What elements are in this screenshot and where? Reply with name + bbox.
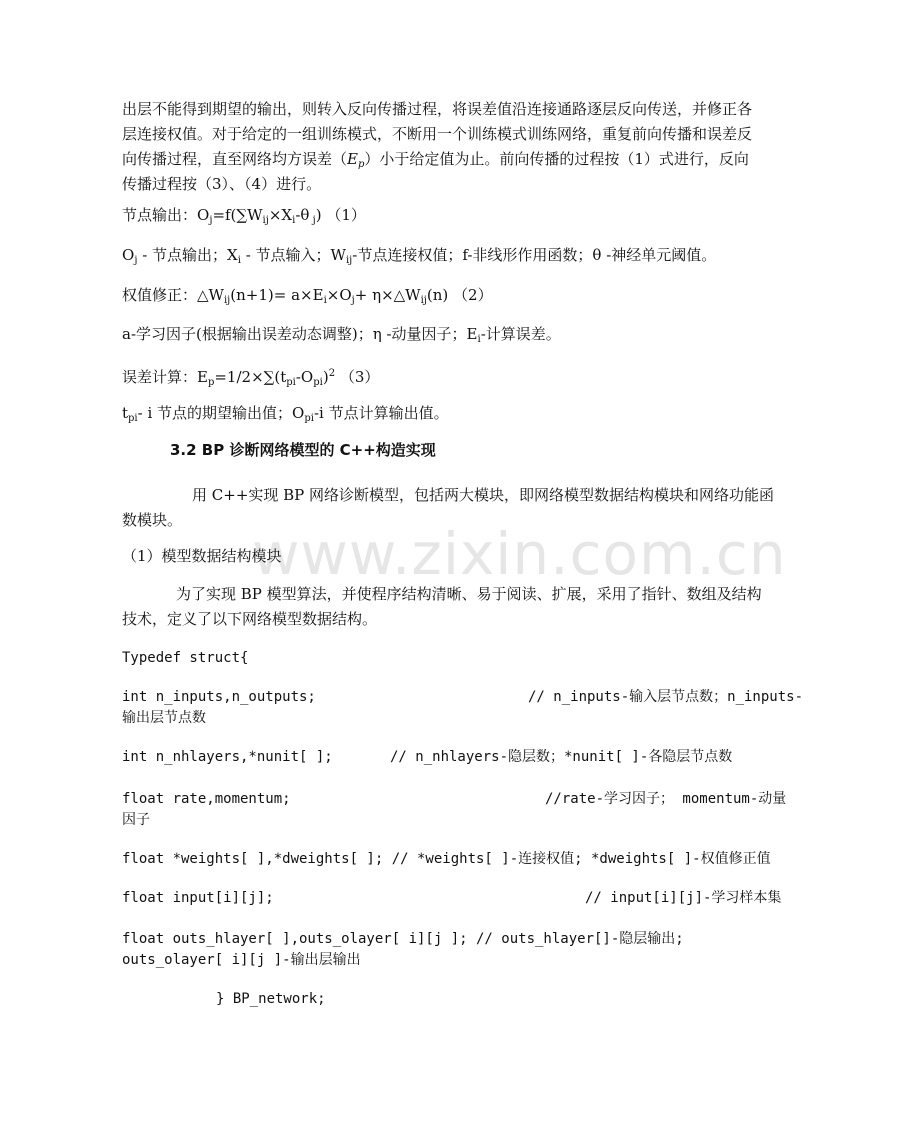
formula-sub: pi [313,377,323,388]
paragraph-text: ）小于给定值为止。前向传播的过程按（1）式进行，反向 [364,150,749,168]
formula-part: ×X [268,206,293,224]
formula-sub: ij [345,255,353,266]
formula-node-output [122,203,366,233]
formula-error-calc: 误差计算：$E_p=1/2\times\sum(t_{pi}-O_{pi})^2$ （3） [122,368,380,388]
paragraph-line: 技术，定义了以下网络模型数据结构。 [122,610,378,628]
formula-sub: pi [128,413,138,424]
formula-part: O [197,206,210,224]
code-comment: 输出层节点数 [122,710,206,726]
code-line: float outs_hlayer[ ],outs_olayer[ i][j ]; // outs_hlayer[]-隐层输出; [122,931,684,947]
code-comment: // input[i][j]-学习样本集 [585,890,782,906]
code-line: int n_inputs,n_outputs; [122,689,316,705]
formula-sub: j [309,215,316,226]
ep-subscript: p [357,159,365,170]
formula-sub: ij [223,295,231,306]
formula-sub: j [351,295,355,306]
code-comment: // n_inputs-输入层节点数；n_inputs- [528,689,804,705]
formula-sub: pi [286,377,296,388]
paragraph-text: 向传播过程，直至网络均方误差（ [122,150,348,168]
code-line: } BP_network; [216,991,326,1007]
code-comment: //rate-学习因子； momentum-动量 [545,791,787,807]
formula-weight-update-desc: a-学习因子(根据输出误差动态调整)；η -动量因子；$E_i-$计算误差。 [122,325,561,345]
formula-sub: p [207,377,215,388]
formula-sub: i [292,215,296,226]
formula-sub: ij [262,215,269,226]
paragraph-line: 为了实现 BP 模型算法，并使程序结构清晰、易于阅读、扩展，采用了指针、数组及结构 [176,585,762,603]
formula-part: ) （1） [315,206,366,224]
formula-sub: i [323,295,327,306]
subheading: （1）模型数据结构模块 [122,547,282,565]
paragraph-line: 数模块。 [122,511,183,529]
formula-part: =f(∑W [212,206,263,224]
formula-sub: j [209,215,213,226]
section-title: 3.2 BP 诊断网络模型的 C++构造实现 [170,441,436,459]
code-comment: // n_nhlayers-隐层数；*nunit[ ]-各隐层节点数 [390,749,733,765]
ep-symbol: $E_p$ [347,150,365,170]
formula-part: -θ [295,206,310,224]
formula-sub: j [134,255,138,266]
watermark-text: www.zixin.com.cn [252,520,787,588]
code-comment: outs_olayer[ i][j ]-输出层输出 [122,952,361,968]
formula-node-output-desc: $O_j$ - 节点输出；$X_i$ - 节点输入；$W_{ij}-$节点连接权值；f-非线形作用函数；θ -神经单元阈值。 [122,246,717,266]
code-line: int n_nhlayers,*nunit[ ]; [122,749,333,765]
paragraph-line: 传播过程按（3）、（4）进行。 [122,175,322,193]
paragraph-line: 层连接权值。对于给定的一组训练模式，不断用一个训练模式训练网络，重复前向传播和误差反 [122,125,753,143]
formula-weight-update: 权值修正：$\triangle W_{ij}(n+1)= a\times E_i\times O_j+$ $\eta\times\triangle W_{ij}(n)$ （2） [122,286,493,306]
formula-label: 节点输出： [122,206,198,224]
paragraph-line: 用 C++实现 BP 网络诊断模型，包括两大模块，即网络模型数据结构模块和网络功能函 [192,486,775,504]
code-line: float *weights[ ],*dweights[ ]; // *weights[ ]-连接权值; *dweights[ ]-权值修正值 [122,851,771,867]
formula-sub: i [237,255,241,266]
formula-sub: i [477,334,481,345]
paragraph-line: 出层不能得到期望的输出，则转入反向传播过程，将误差值沿连接通路逐层反向传送，并修正各 [122,100,753,118]
formula-error-calc-desc: $t_{pi}-$ i 节点的期望输出值；$O_{pi}-i$ 节点计算输出值。 [122,404,449,424]
code-comment: 因子 [122,812,150,828]
code-line: float input[i][j]; [122,890,274,906]
code-line: Typedef struct{ [122,650,249,666]
formula-sup: 2 [328,368,336,379]
formula-sub: pi [304,413,314,424]
code-line: float rate,momentum; [122,791,291,807]
formula-sub: ij [420,295,427,306]
